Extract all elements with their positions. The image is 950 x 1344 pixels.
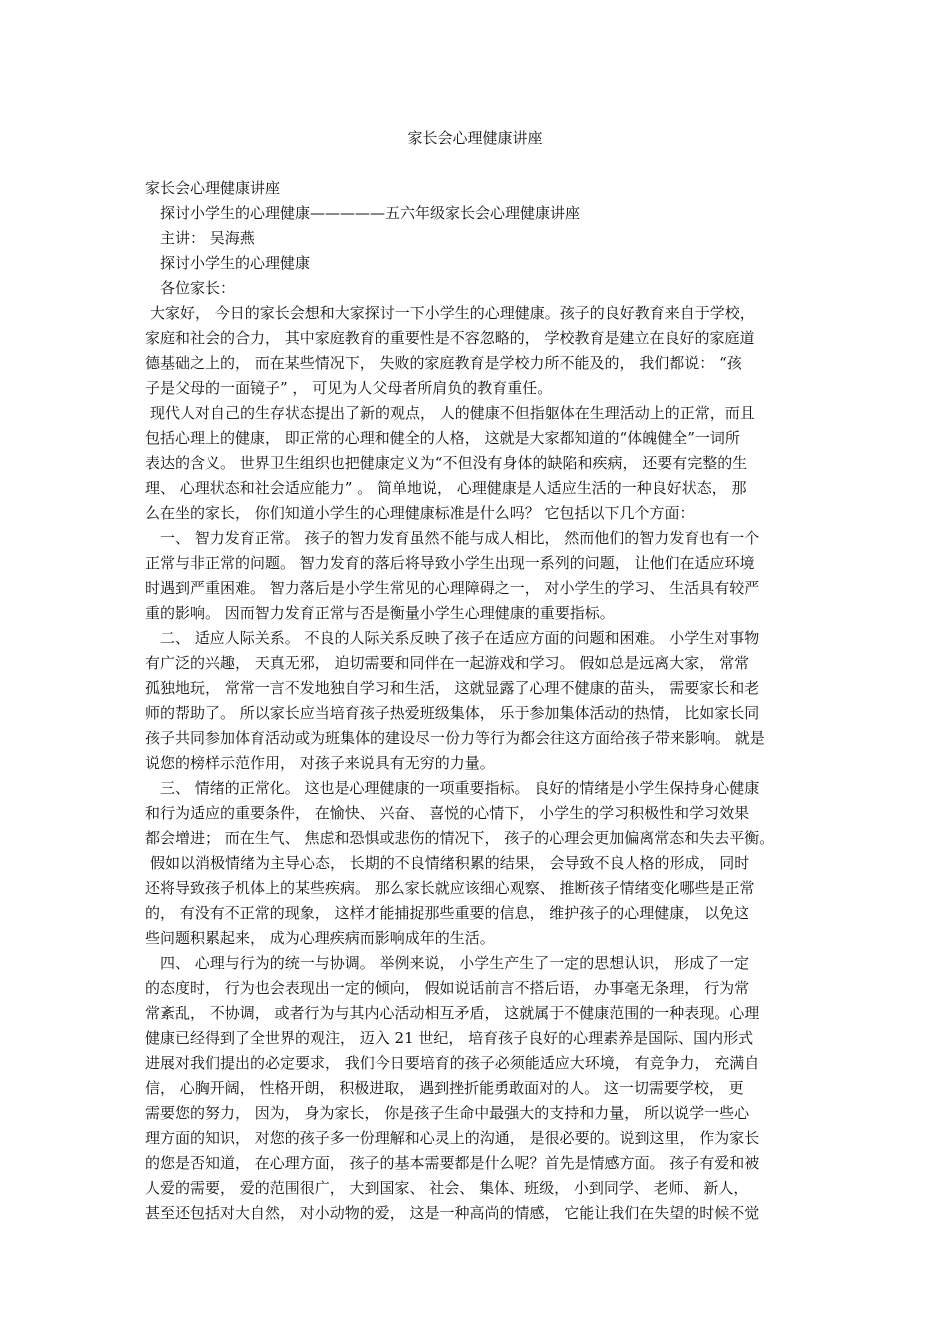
text-line: 主讲： 吴海燕 [160,229,255,247]
text-line: 表达的含义。 世界卫生组织也把健康定义为“不但没有身体的缺陷和疾病， 还要有完整的生 [145,454,748,472]
text-line: 子是父母的一面镜子” ， 可见为人父母者所肩负的教育重任。 [145,379,553,397]
text-line: 有广泛的兴趣， 天真无邪， 迫切需要和同伴在一起游戏和学习。 假如总是远离大家， 常常 [145,654,750,672]
text-line: 四、 心理与行为的统一与协调。 举例来说， 小学生产生了一定的思想认识， 形成了一定 [160,954,750,972]
text-line: 理方面的知识， 对您的孩子多一份理解和心灵上的沟通， 是很必要的。说到这里， 作为家长 [145,1129,760,1147]
text-line: 时遇到严重困难。 智力落后是小学生常见的心理障碍之一， 对小学生的学习、 生活具有较严 [145,579,760,597]
text-line: 二、 适应人际关系。 不良的人际关系反映了孩子在适应方面的问题和困难。 小学生对事物 [160,629,760,647]
text-line: 甚至还包括对大自然， 对小动物的爱， 这是一种高尚的情感， 它能让我们在失望的时候不觉 [145,1204,760,1222]
document-title: 家长会心理健康讲座 [407,129,543,147]
text-line: 假如以消极情绪为主导心态， 长期的不良情绪积累的结果， 会导致不良人格的形成， 同时 [150,854,750,872]
text-line: 说您的榜样示范作用， 对孩子来说具有无穷的力量。 [145,754,495,772]
text-line: 常紊乱， 不协调， 或者行为与其内心活动相互矛盾， 这就属于不健康范围的一种表现。心理 [145,1004,760,1022]
text-line: 孩子共同参加体育活动或为班集体的建设尽一份力等行为都会往这方面给孩子带来影响。 就是 [145,729,765,747]
text-line: 理、 心理状态和社会适应能力” 。 简单地说， 心理健康是人适应生活的一种良好状态， 那 [145,479,747,497]
text-line: 些问题积累起来， 成为心理疾病而影响成年的生活。 [145,929,495,947]
text-line: 正常与非正常的问题。 智力发育的落后将导致小学生出现一系列的问题， 让他们在适应环境 [145,554,755,572]
text-line: 三、 情绪的正常化。 这也是心理健康的一项重要指标。 良好的情绪是小学生保持身心健康 [160,779,760,797]
text-line: 的， 有没有不正常的现象， 这样才能捕捉那些重要的信息， 维护孩子的心理健康， 以免这 [145,904,750,922]
text-line: 大家好， 今日的家长会想和大家探讨一下小学生的心理健康。孩子的良好教育来自于学校， [150,304,755,322]
text-line: 的态度时， 行为也会表现出一定的倾向， 假如说话前言不搭后语， 办事毫无条理， 行为常 [145,979,750,997]
text-line: 还将导致孩子机体上的某些疾病。 那么家长就应该细心观察、 推断孩子情绪变化哪些是正常 [145,879,755,897]
text-line: 进展对我们提出的必定要求， 我们今日要培育的孩子必须能适应大环境， 有竞争力， 充满自 [145,1054,760,1072]
text-line: 信， 心胸开阔， 性格开朗， 积极进取， 遇到挫折能勇敢面对的人。 这一切需要学校， 更 [145,1079,744,1097]
text-line: 家长会心理健康讲座 [145,179,281,197]
text-line: 健康已经得到了全世界的观注， 迈入 21 世纪， 培育孩子良好的心理素养是国际、国内形式 [145,1029,754,1047]
text-line: 师的帮助了。 所以家长应当培育孩子热爱班级集体， 乐于参加集体活动的热情， 比如家长同 [145,704,760,722]
text-line: 一、 智力发育正常。 孩子的智力发育虽然不能与成人相比， 然而他们的智力发育也有一个 [160,529,760,547]
text-line: 需要您的努力， 因为， 身为家长， 你是孩子生命中最强大的支持和力量， 所以说学一些心 [145,1104,750,1122]
text-line: 家庭和社会的合力， 其中家庭教育的重要性是不容忽略的， 学校教育是建立在良好的家庭道 [145,329,755,347]
text-line: 和行为适应的重要条件， 在愉快、 兴奋、 喜悦的心情下， 小学生的学习积极性和学习效果 [145,804,750,822]
text-line: 重的影响。 因而智力发育正常与否是衡量小学生心理健康的重要指标。 [145,604,615,622]
text-line: 都会增进； 而在生气、 焦虑和恐惧或悲伤的情况下， 孩子的心理会更加偏离常态和失去平衡。 [145,829,775,847]
text-line: 各位家长： [160,279,236,297]
text-line: 德基础之上的， 而在某些情况下， 失败的家庭教育是学校力所不能及的， 我们都说： “孩 [145,354,742,372]
text-line: 现代人对自己的生存状态提出了新的观点， 人的健康不但指躯体在生理活动上的正常，而且 [150,404,755,422]
text-line: 包括心理上的健康， 即正常的心理和健全的人格， 这就是大家都知道的“体魄健全”一词所 [145,429,740,447]
text-line: 人爱的需要， 爱的范围很广， 大到国家、 社会、 集体、班级， 小到同学、 老师、 新人， [145,1179,749,1197]
text-line: 的您是否知道， 在心理方面， 孩子的基本需要都是什么呢？首先是情感方面。 孩子有爱和被 [145,1154,760,1172]
document-body [145,176,817,1226]
text-line: 孤独地玩， 常常一言不发地独自学习和生活， 这就显露了心理不健康的苗头， 需要家长和老 [145,679,760,697]
text-line: 么在坐的家长， 你们知道小学生的心理健康标准是什么吗？ 它包括以下几个方面： [145,504,695,522]
text-line: 探讨小学生的心理健康 [160,254,311,272]
text-line: 探讨小学生的心理健康—————五六年级家长会心理健康讲座 [160,204,581,222]
